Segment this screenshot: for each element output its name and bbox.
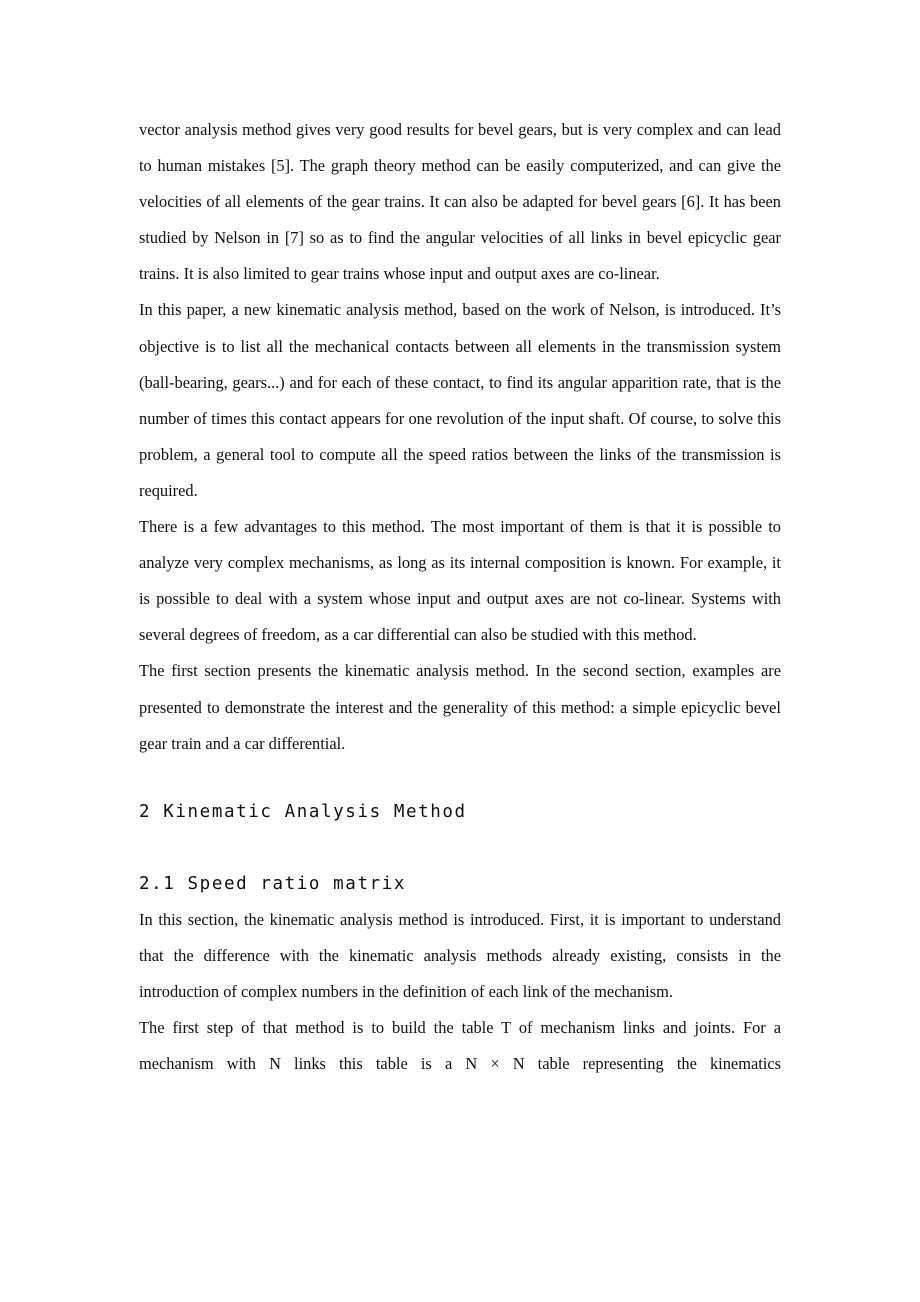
paragraph-new-method: In this paper, a new kinematic analysis method, based on the work of Nelson, is introduced. It’s objective is to list all the mechanical contacts between all elements in the transmission system (ball-bearing, gears...) and for each of these contact, to find its angular apparition rate, that is the number of times this contact appears for one revolution of the input shaft. Of course, to solve this problem, a general tool to compute all the speed ratios between the links of the transmission is required. xyxy=(139,300,781,500)
subsection-heading: 2.1 Speed ratio matrix xyxy=(139,873,406,894)
paragraph-table-definition: The first step of that method is to build the table T of mechanism links and joints. For a mechanism with N links this table is a N × N table representing the kinematics xyxy=(139,1017,781,1074)
paragraph-advantages: There is a few advantages to this method. The most important of them is that it is possible to analyze very complex mechanisms, as long as its internal composition is known. For example, it is possible to deal with a system whose input and output axes are not co-linear. Systems with several degrees of freedom, as a car differential can also be studied with this method. xyxy=(139,517,781,645)
paragraph-section-intro: In this section, the kinematic analysis method is introduced. First, it is important to understand that the difference with the kinematic analysis methods already existing, consists in the introduction of complex numbers in the definition of each link of the mechanism. xyxy=(139,909,781,1001)
paper-page xyxy=(139,112,781,1082)
paragraph-vector-analysis: vector analysis method gives very good results for bevel gears, but is very complex and can lead to human mistakes [5]. The graph theory method can be easily computerized, and can give the velocities of all elements of the gear trains. It can also be adapted for bevel gears [6]. It has been studied by Nelson in [7] so as to find the angular velocities of all links in bevel epicyclic gear trains. It is also limited to gear trains whose input and output axes are co-linear. xyxy=(139,120,781,284)
section-heading: 2 Kinematic Analysis Method xyxy=(139,801,467,822)
paragraph-outline: The first section presents the kinematic analysis method. In the second section, examples are presented to demonstrate the interest and the generality of this method: a simple epicyclic bevel gear train and a car differential. xyxy=(139,661,781,753)
